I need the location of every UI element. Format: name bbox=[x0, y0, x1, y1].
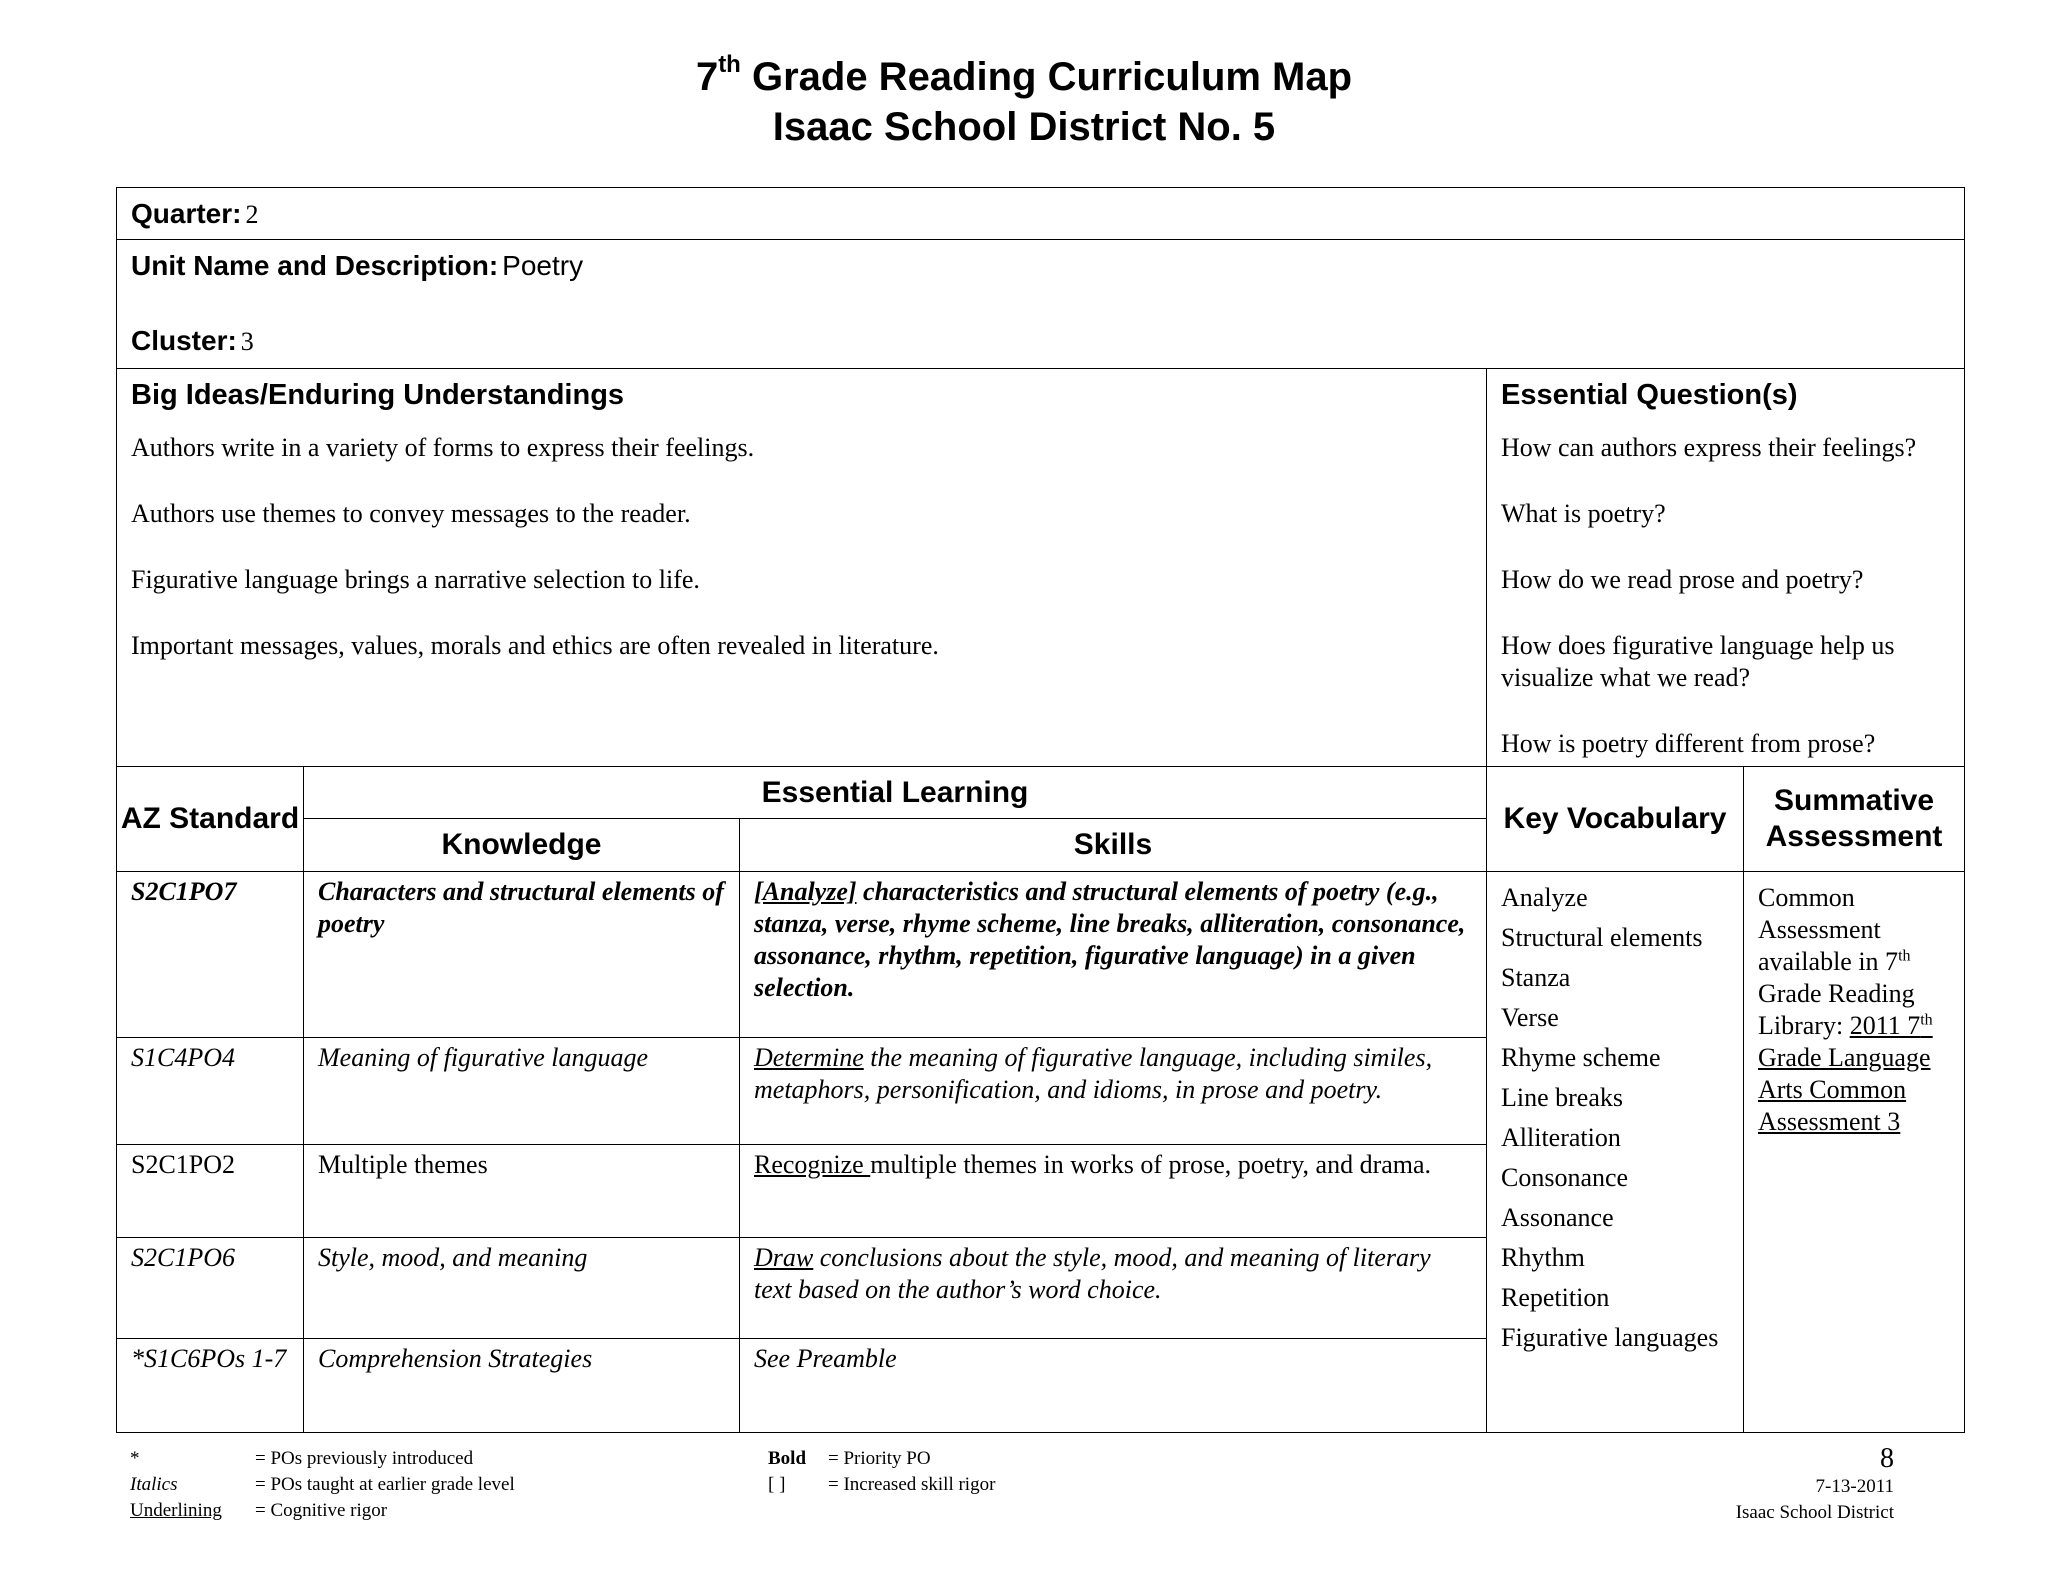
knowledge-cell: Meaning of figurative language bbox=[304, 1038, 740, 1145]
vocab-item: Verse bbox=[1501, 1003, 1559, 1032]
skill-verb: Determine bbox=[754, 1043, 864, 1072]
essential-question-item: How does figurative language help us visualize what we read? bbox=[1501, 631, 1895, 692]
vocab-item: Line breaks bbox=[1501, 1083, 1624, 1112]
summative-cell: Common Assessment available in 7th Grade Reading Library: 2011 7th Grade Language Arts Common Assessment 3 bbox=[1744, 872, 1965, 1433]
skills-cell: See Preamble bbox=[740, 1339, 1487, 1433]
unit-label: Unit Name and Description: bbox=[131, 250, 499, 281]
big-ideas-heading: Big Ideas/Enduring Understandings bbox=[131, 379, 625, 411]
knowledge-cell: Characters and structural elements of poetry bbox=[304, 872, 740, 1038]
title-line-2: Isaac School District No. 5 bbox=[772, 105, 1276, 149]
vocab-item: Figurative languages bbox=[1501, 1323, 1719, 1352]
vocab-item: Consonance bbox=[1501, 1163, 1629, 1192]
big-idea-item: Authors write in a variety of forms to express their feelings. bbox=[131, 433, 755, 462]
cluster-label: Cluster: bbox=[131, 325, 237, 356]
document-title bbox=[0, 52, 2048, 152]
big-idea-item: Important messages, values, morals and ethics are often revealed in literature. bbox=[131, 631, 939, 660]
skills-cell: Draw conclusions about the style, mood, and meaning of literary text based on the author’s word choice. bbox=[740, 1238, 1487, 1339]
knowledge-cell: Comprehension Strategies bbox=[304, 1339, 740, 1433]
essential-question-item: What is poetry? bbox=[1501, 499, 1666, 528]
unit-value: Poetry bbox=[502, 250, 584, 281]
vocab-item: Assonance bbox=[1501, 1203, 1614, 1232]
footer-page-info bbox=[1736, 1444, 1894, 1526]
skills-cell: [Analyze] characteristics and structural elements of poetry (e.g., stanza, verse, rhyme scheme, line breaks, alliteration, consonance, assonance, rhythm, repetition, figurative language) in a given selection. bbox=[740, 872, 1487, 1038]
unit-cluster-row bbox=[117, 240, 1965, 369]
skill-verb: [Analyze] bbox=[754, 877, 857, 906]
big-idea-item: Authors use themes to convey messages to the reader. bbox=[131, 499, 691, 528]
vocab-item: Repetition bbox=[1501, 1283, 1610, 1312]
essential-questions-heading: Essential Question(s) bbox=[1501, 379, 1798, 411]
footer-legend-middle: Bold = Priority PO [ ] = Increased skill rigor bbox=[768, 1448, 996, 1495]
curriculum-table bbox=[116, 187, 1965, 1433]
cluster-value: 3 bbox=[240, 327, 254, 356]
standard-cell: S2C1PO2 bbox=[117, 1145, 304, 1238]
knowledge-header: Knowledge bbox=[304, 819, 740, 872]
key-vocabulary-header: Key Vocabulary bbox=[1487, 767, 1744, 872]
quarter-row bbox=[117, 188, 1965, 240]
footer-district: Isaac School District bbox=[1735, 1502, 1894, 1523]
essential-learning-header: Essential Learning bbox=[304, 767, 1487, 819]
summative-assessment-header: Summative Assessment bbox=[1744, 767, 1965, 872]
title-line-1: 7th Grade Reading Curriculum Map bbox=[695, 50, 1353, 99]
skill-verb: Recognize bbox=[754, 1150, 871, 1179]
skill-verb: Draw bbox=[754, 1243, 814, 1272]
skills-cell: Recognize multiple themes in works of prose, poetry, and drama. bbox=[740, 1145, 1487, 1238]
big-idea-item: Figurative language brings a narrative selection to life. bbox=[131, 565, 700, 594]
knowledge-cell: Multiple themes bbox=[304, 1145, 740, 1238]
knowledge-cell: Style, mood, and meaning bbox=[304, 1238, 740, 1339]
vocab-item: Rhyme scheme bbox=[1501, 1043, 1661, 1072]
az-standard-header: AZ Standard bbox=[117, 767, 304, 872]
vocab-item: Alliteration bbox=[1501, 1123, 1621, 1152]
vocabulary-cell bbox=[1487, 872, 1744, 1433]
assessment-link[interactable]: 2011 7th Grade Language Arts Common Assessment 3 bbox=[1758, 1011, 1933, 1136]
vocab-item: Structural elements bbox=[1501, 923, 1703, 952]
essential-questions-cell bbox=[1487, 369, 1965, 767]
skills-header: Skills bbox=[740, 819, 1487, 872]
footer-legend-left: * = POs previously introduced Italics = POs taught at earlier grade level Underlining = Cognitive rigor bbox=[130, 1448, 515, 1521]
big-ideas-cell bbox=[117, 369, 1487, 767]
table-row bbox=[117, 872, 1965, 1038]
vocab-item: Rhythm bbox=[1501, 1243, 1585, 1272]
quarter-label: Quarter: bbox=[131, 198, 242, 229]
standard-cell: S1C4PO4 bbox=[117, 1038, 304, 1145]
essential-question-item: How do we read prose and poetry? bbox=[1501, 565, 1864, 594]
page-number: 8 bbox=[1880, 1443, 1894, 1474]
essential-question-item: How can authors express their feelings? bbox=[1501, 433, 1917, 462]
quarter-value: 2 bbox=[245, 200, 259, 229]
vocabulary-list bbox=[1501, 882, 1729, 1353]
standard-cell: S2C1PO6 bbox=[117, 1238, 304, 1339]
vocab-item: Stanza bbox=[1501, 963, 1571, 992]
skills-cell: Determine the meaning of figurative language, including similes, metaphors, personification, and idioms, in prose and poetry. bbox=[740, 1038, 1487, 1145]
standard-cell: *S1C6POs 1-7 bbox=[117, 1339, 304, 1433]
essential-question-item: How is poetry different from prose? bbox=[1501, 729, 1876, 758]
footer-date: 7-13-2011 bbox=[1815, 1476, 1894, 1497]
vocab-item: Analyze bbox=[1501, 883, 1588, 912]
standard-cell: S2C1PO7 bbox=[117, 872, 304, 1038]
